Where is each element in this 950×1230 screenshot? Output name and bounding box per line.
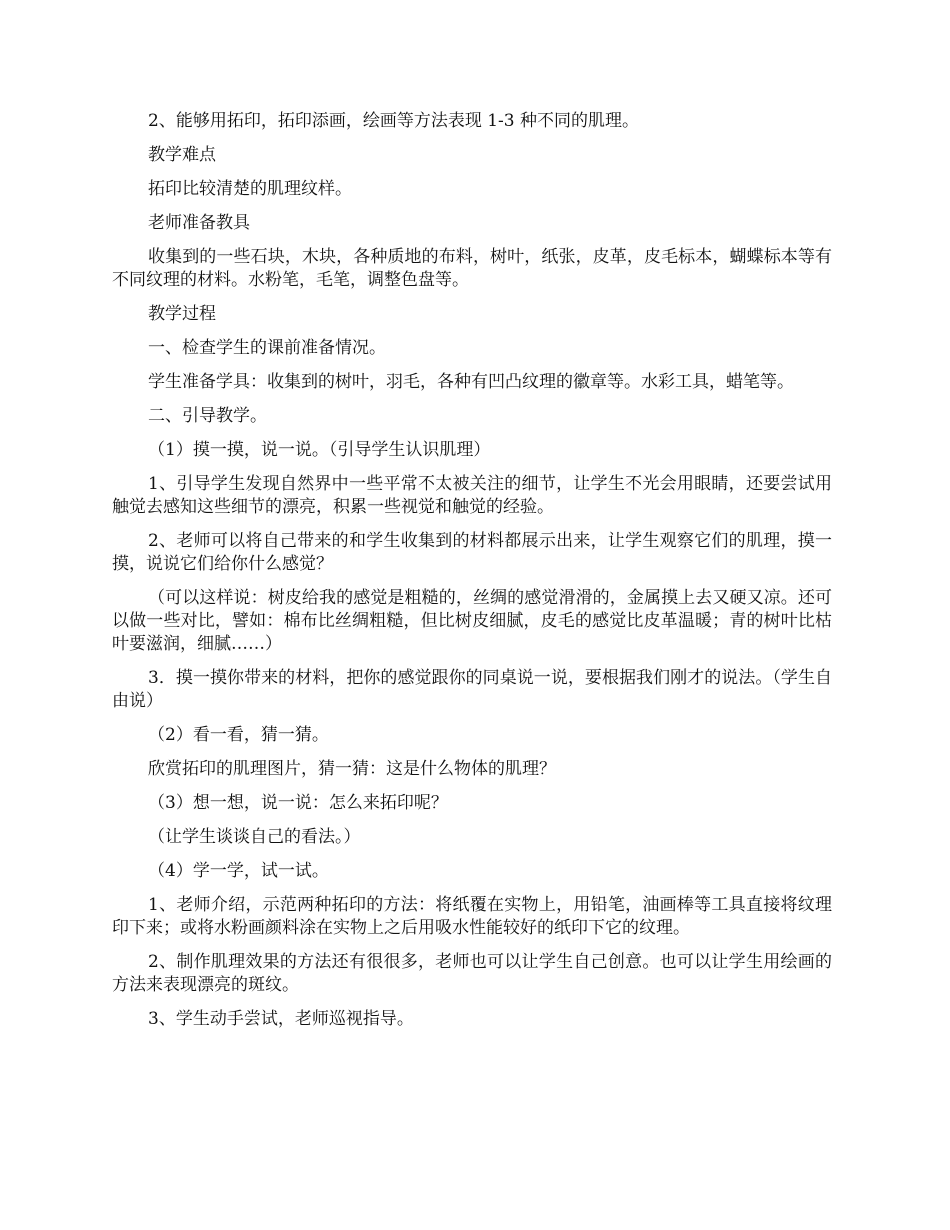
step-1-item-1: 1、引导学生发现自然界中一些平常不太被关注的细节，让学生不光会用眼睛，还要尝试用触觉去感知这些细节的漂亮，积累一些视觉和触觉的经验。	[112, 474, 832, 517]
step-4-title: （4）学一学，试一试。	[148, 861, 329, 881]
step-3-text: （让学生谈谈自己的看法。）	[148, 827, 361, 847]
heading-teacher-tools: 老师准备教具	[148, 213, 250, 233]
paragraph-objective-2: 2、能够用拓印，拓印添画，绘画等方法表现 1-3 种不同的肌理。	[148, 111, 639, 131]
paragraph-teacher-tools: 收集到的一些石块，木块，各种质地的布料，树叶，纸张，皮革，皮毛标本，蝴蝶标本等有不同纹理的材料。水粉笔，毛笔，调整色盘等。	[112, 247, 832, 290]
paragraph-student-tools: 学生准备学具：收集到的树叶，羽毛，各种有凹凸纹理的徽章等。水彩工具，蜡笔等。	[148, 372, 794, 392]
section-one-title: 一、检查学生的课前准备情况。	[148, 338, 386, 358]
document-body	[112, 110, 832, 1042]
heading-process: 教学过程	[148, 304, 216, 324]
paragraph-difficulty: 拓印比较清楚的肌理纹样。	[148, 179, 352, 199]
step-4-item-1: 1、老师介绍，示范两种拓印的方法：将纸覆在实物上，用铅笔，油画棒等工具直接将纹理印下来；或将水粉画颜料涂在实物上之后用吸水性能较好的纸印下它的纹理。	[112, 895, 832, 938]
step-4-item-3: 3、学生动手尝试，老师巡视指导。	[148, 1009, 414, 1029]
section-two-title: 二、引导教学。	[148, 406, 267, 426]
step-2-title: （2）看一看，猜一猜。	[148, 725, 329, 745]
step-3-title: （3）想一想，说一说：怎么来拓印呢？	[148, 793, 448, 813]
step-1-example: （可以这样说：树皮给我的感觉是粗糙的，丝绸的感觉滑滑的，金属摸上去又硬又凉。还可以做一些对比，譬如：棉布比丝绸粗糙，但比树皮细腻，皮毛的感觉比皮革温暖；青的树叶比枯叶要滋润，细腻……）	[112, 588, 832, 654]
step-1-title: （1）摸一摸，说一说。（引导学生认识肌理）	[148, 440, 491, 460]
step-1-item-3: 3．摸一摸你带来的材料，把你的感觉跟你的同桌说一说，要根据我们刚才的说法。（学生自由说）	[112, 668, 832, 711]
step-1-item-2: 2、老师可以将自己带来的和学生收集到的材料都展示出来，让学生观察它们的肌理，摸一摸，说说它们给你什么感觉？	[112, 531, 832, 574]
step-4-item-2: 2、制作肌理效果的方法还有很很多，老师也可以让学生自己创意。也可以让学生用绘画的方法来表现漂亮的斑纹。	[112, 952, 832, 995]
step-2-text: 欣赏拓印的肌理图片，猜一猜：这是什么物体的肌理？	[148, 759, 556, 779]
heading-difficulty: 教学难点	[148, 145, 216, 165]
